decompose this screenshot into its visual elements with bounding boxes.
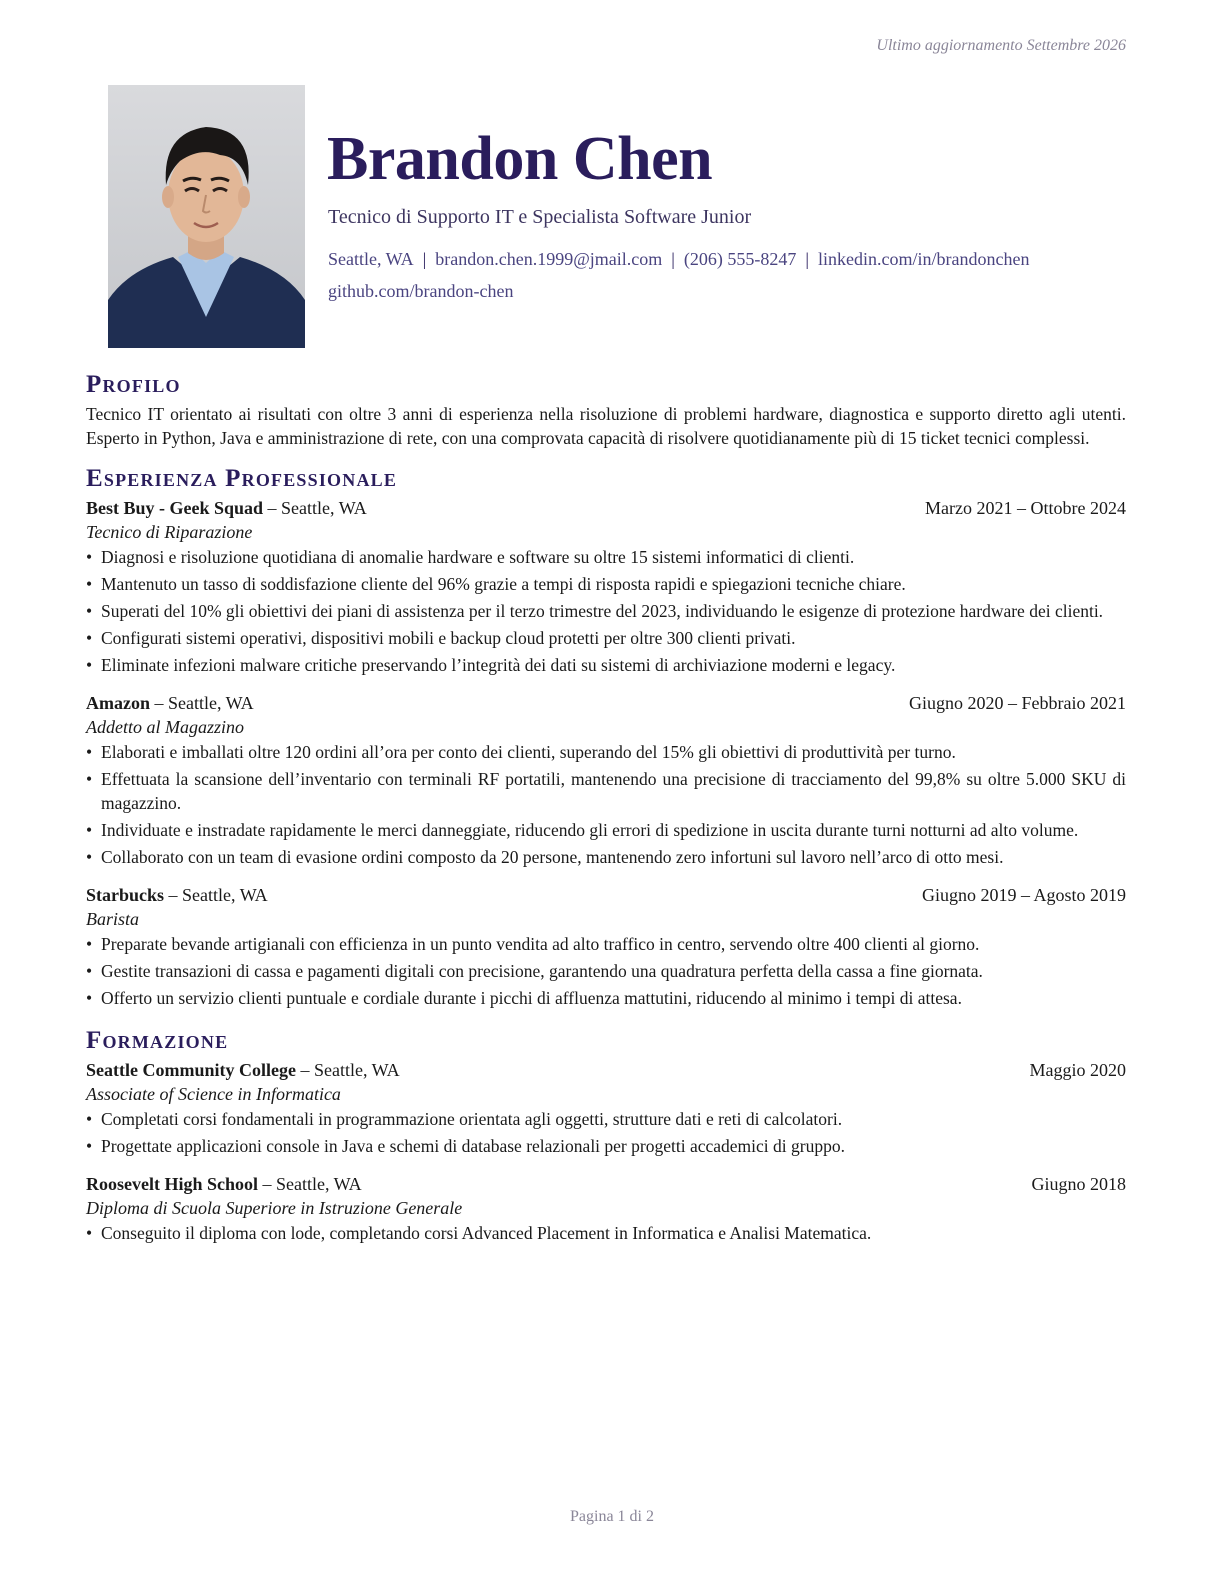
contact-info [328,243,1128,307]
bullet-item: • Completati corsi fondamentali in programmazione orientata agli oggetti, strutture dati e reti di calcolatori. [86,1107,1126,1131]
experience-entry [86,496,1126,677]
entry-location: – Seattle, WA [164,885,268,905]
bullet-item: • Superati del 10% gli obiettivi dei piani di assistenza per il terzo trimestre del 2023, individuando le esigenze di protezione hardware dei clienti. [86,599,1126,623]
entry-dates: Giugno 2018 [1031,1174,1126,1194]
entry-header [86,883,1126,907]
entry-organization: Amazon [86,693,150,713]
entry-location: – Seattle, WA [295,1060,400,1080]
bullet-item: • Elaborati e imballati oltre 120 ordini all’ora per conto dei clienti, superando del 15% gli obiettivi di produttività per turno. [86,740,1126,764]
bullet-list [86,1221,1126,1245]
entry-role: Barista [86,909,140,929]
contact-phone[interactable]: (206) 555-8247 [683,249,797,269]
bullet-item: • Conseguito il diploma con lode, completando corsi Advanced Placement in Informatica e Analisi Matematica. [86,1221,1126,1245]
entry-role: Tecnico di Riparazione [86,522,253,542]
bullet-item: • Eliminate infezioni malware critiche preservando l’integrità dei dati su sistemi di archiviazione moderni e legacy. [86,653,1126,677]
entry-degree: Associate of Science in Informatica [86,1084,341,1104]
last-updated: Ultimo aggiornamento Settembre 2026 [876,37,1126,54]
entry-header [86,1058,1126,1082]
bullet-item: • Progettate applicazioni console in Java e schemi di database relazionali per progetti accademici di gruppo. [86,1134,1126,1158]
contact-github-link[interactable]: github.com/brandon-chen [328,281,514,301]
entry-dates: Giugno 2019 – Agosto 2019 [921,885,1126,905]
education-entry [86,1172,1126,1245]
entry-role: Addetto al Magazzino [86,717,244,737]
resume-body [86,368,1126,1259]
entry-dates: Giugno 2020 – Febbraio 2021 [909,693,1126,713]
entry-organization: Starbucks [86,885,165,905]
entry-header [86,1172,1126,1196]
profile-summary: Tecnico IT orientato ai risultati con oltre 3 anni di esperienza nella risoluzione di problemi hardware, diagnostica e supporto diretto agli utenti. Esperto in Python, Java e amministrazione di rete, con una comprovata capacità di risolvere quotidianamente più di 15 ticket tecnici complessi. [86,404,1126,448]
entry-location: – Seattle, WA [150,693,254,713]
job-title: Tecnico di Supporto IT e Specialista Software Junior [328,206,752,228]
bullet-item: • Diagnosi e risoluzione quotidiana di anomalie hardware e software su oltre 15 sistemi informatici di clienti. [86,545,1126,569]
education-entry [86,1058,1126,1158]
bullet-item: • Collaborato con un team di evasione ordini composto da 20 persone, mantenendo zero infortuni sul lavoro nell’arco di otto mesi. [86,845,1126,869]
bullet-item: • Offerto un servizio clienti puntuale e cordiale durante i picchi di affluenza mattutini, riducendo al minimo i tempi di attesa. [86,986,1126,1010]
bullet-item: • Preparate bevande artigianali con efficienza in un punto vendita ad alto traffico in centro, servendo oltre 400 clienti al giorno. [86,932,1126,956]
contact-separator: | [671,249,675,269]
bullet-list [86,1107,1126,1158]
experience-entry [86,883,1126,1010]
bullet-item: • Configurati sistemi operativi, dispositivi mobili e backup cloud protetti per oltre 300 clienti privati. [86,626,1126,650]
entry-location: – Seattle, WA [258,1174,362,1194]
section-title-experience: Esperienza Professionale [86,465,398,492]
contact-separator: | [805,249,809,269]
profile-photo [108,85,305,348]
bullet-item: • Effettuata la scansione dell’inventario con terminali RF portatili, mantenendo una precisione di tracciamento del 99,8% su oltre 5.000 SKU di magazzino. [86,767,1126,815]
entry-organization: Seattle Community College [86,1060,296,1080]
contact-separator: | [422,249,427,269]
bullet-item: • Individuate e instradate rapidamente le merci danneggiate, riducendo gli errori di spedizione in uscita durante turni notturni ad alto volume. [86,818,1126,842]
contact-location: Seattle, WA [328,249,414,269]
entry-header [86,691,1126,715]
bullet-list [86,932,1126,1010]
page-number: Pagina 1 di 2 [570,1508,654,1525]
contact-email-link[interactable]: brandon.chen.1999@jmail.com [435,249,663,269]
entry-location: – Seattle, WA [263,498,367,518]
section-title-profile: Profilo [86,371,181,398]
experience-section [86,462,1126,1010]
bullet-item: • Mantenuto un tasso di soddisfazione cliente del 96% grazie a tempi di risposta rapidi e spiegazioni tecniche chiare. [86,572,1126,596]
bullet-list [86,740,1126,869]
education-section [86,1024,1126,1245]
entry-header [86,496,1126,520]
bullet-list [86,545,1126,677]
contact-linkedin-link[interactable]: linkedin.com/in/brandonchen [818,249,1030,269]
entry-degree: Diploma di Scuola Superiore in Istruzione Generale [86,1198,463,1218]
entry-organization: Best Buy - Geek Squad [86,498,264,518]
profile-section [86,368,1126,450]
section-title-education: Formazione [86,1027,229,1054]
entry-dates: Marzo 2021 – Ottobre 2024 [925,498,1126,518]
entry-dates: Maggio 2020 [1029,1060,1126,1080]
candidate-name: Brandon Chen [327,125,713,193]
bullet-item: • Gestite transazioni di cassa e pagamenti digitali con precisione, garantendo una quadratura perfetta della cassa a fine giornata. [86,959,1126,983]
experience-entry [86,691,1126,869]
entry-organization: Roosevelt High School [86,1174,259,1194]
